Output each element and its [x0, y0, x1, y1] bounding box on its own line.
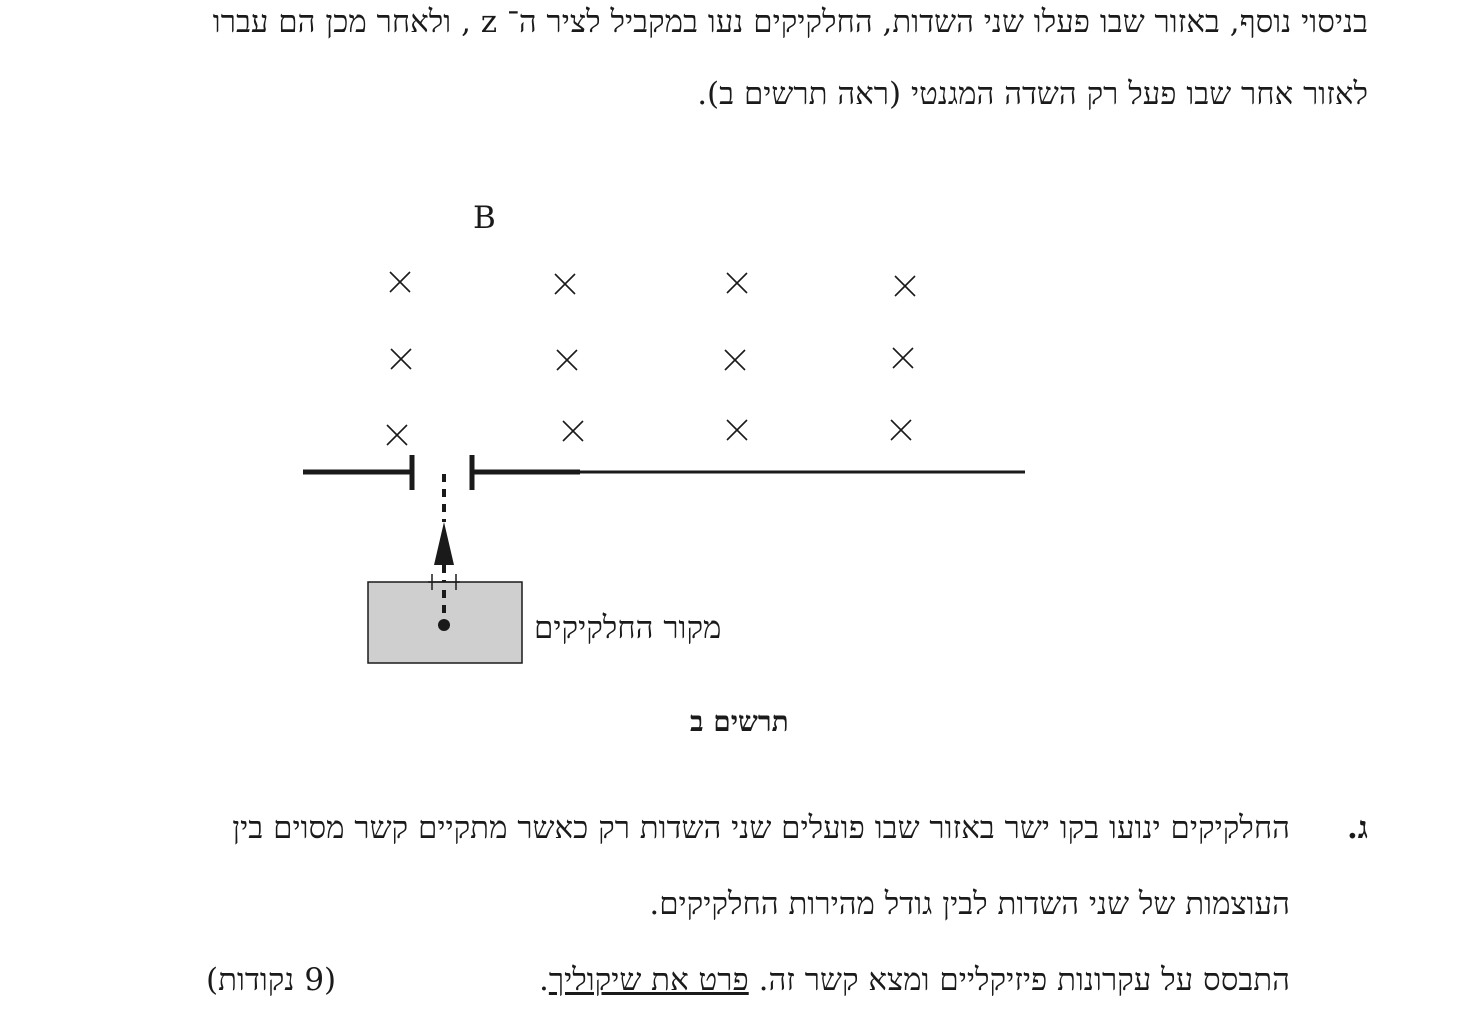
field-into-page-icon	[391, 349, 411, 369]
intro-line-2: לאזור אחר שבו פעל רק השדה המגנטי (ראה תרשים ב).	[697, 76, 1368, 112]
field-into-page-icon	[727, 420, 747, 440]
field-into-page-icon	[891, 420, 911, 440]
question-instruction: התבסס על עקרונות פיזיקליים ומצא קשר זה.	[758, 962, 1290, 998]
question-line-1: החלקיקים ינועו בקו ישר באזור שבו פועלים שני השדות רק כאשר מתקיים קשר מסוים בין	[232, 810, 1290, 846]
field-into-page-icon	[895, 276, 915, 296]
question-letter: ג.	[1346, 810, 1368, 846]
intro-line-1: בניסוי נוסף, באזור שבו פעלו שני השדות, החלקיקים נעו במקביל לציר ה־ z , ולאחר מכן הם עברו	[212, 4, 1368, 40]
field-into-page-icon	[387, 425, 407, 445]
question-underlined-instruction: פרט את שיקוליך	[548, 962, 749, 998]
magnetic-field-label: B	[473, 200, 496, 236]
magnetic-field-marks	[387, 272, 915, 445]
field-into-page-icon	[727, 273, 747, 293]
arrowhead-icon	[434, 522, 454, 565]
field-into-page-icon	[563, 421, 583, 441]
question-points: (9 נקודות)	[206, 962, 337, 998]
question-line-3	[539, 960, 1290, 1000]
particle-origin-dot	[438, 619, 450, 631]
field-into-page-icon	[390, 272, 410, 292]
field-into-page-icon	[557, 350, 577, 370]
field-into-page-icon	[555, 274, 575, 294]
diagram-caption: תרשים ב	[690, 705, 789, 738]
particle-source-label: מקור החלקיקים	[534, 610, 722, 646]
field-into-page-icon	[725, 350, 745, 370]
field-into-page-icon	[893, 348, 913, 368]
question-line-2: העוצמות של שני השדות לבין גודל מהירות החלקיקים.	[649, 886, 1290, 922]
question-period: .	[539, 962, 549, 998]
